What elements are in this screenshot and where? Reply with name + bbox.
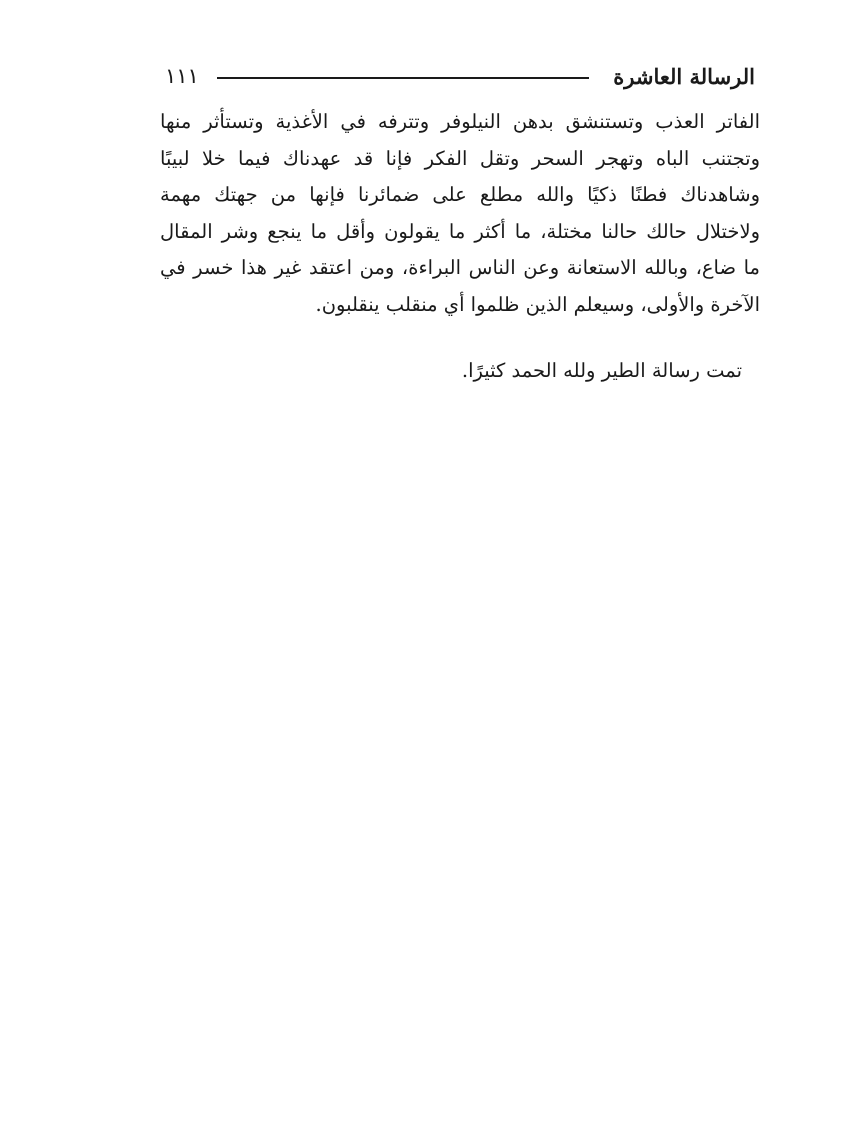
text-line: وشاهدناك فطنًا ذكيًا والله مطلع على ضمائرنا فإنها من جهتك مهمة bbox=[160, 183, 760, 206]
text-line: الآخرة والأولى، وسيعلم الذين ظلموا أي منقلب ينقلبون. bbox=[315, 292, 760, 316]
text-line: وتجتنب الباه وتهجر السحر وتقل الفكر فإنا قد عهدناك فيما خلا لبيبًا bbox=[160, 146, 760, 170]
header-rule bbox=[217, 77, 589, 79]
chapter-title: الرسالة العاشرة bbox=[613, 63, 755, 89]
text-line: الفاتر العذب وتستنشق بدهن النيلوفر وتترفه في الأغذية وتستأثر منها bbox=[160, 110, 760, 133]
text-line: ولاختلال حالك حالنا مختلة، ما أكثر ما يقولون وأقل ما ينجع وشر المقال bbox=[160, 219, 760, 243]
running-header bbox=[165, 58, 755, 94]
closing-line: تمت رسالة الطير ولله الحمد كثيرًا. bbox=[461, 359, 742, 382]
body-text bbox=[160, 104, 760, 323]
page-number: ١١١ bbox=[165, 64, 199, 88]
text-line: ما ضاع، وبالله الاستعانة وعن الناس البراءة، ومن اعتقد غير هذا خسر في bbox=[160, 256, 760, 279]
